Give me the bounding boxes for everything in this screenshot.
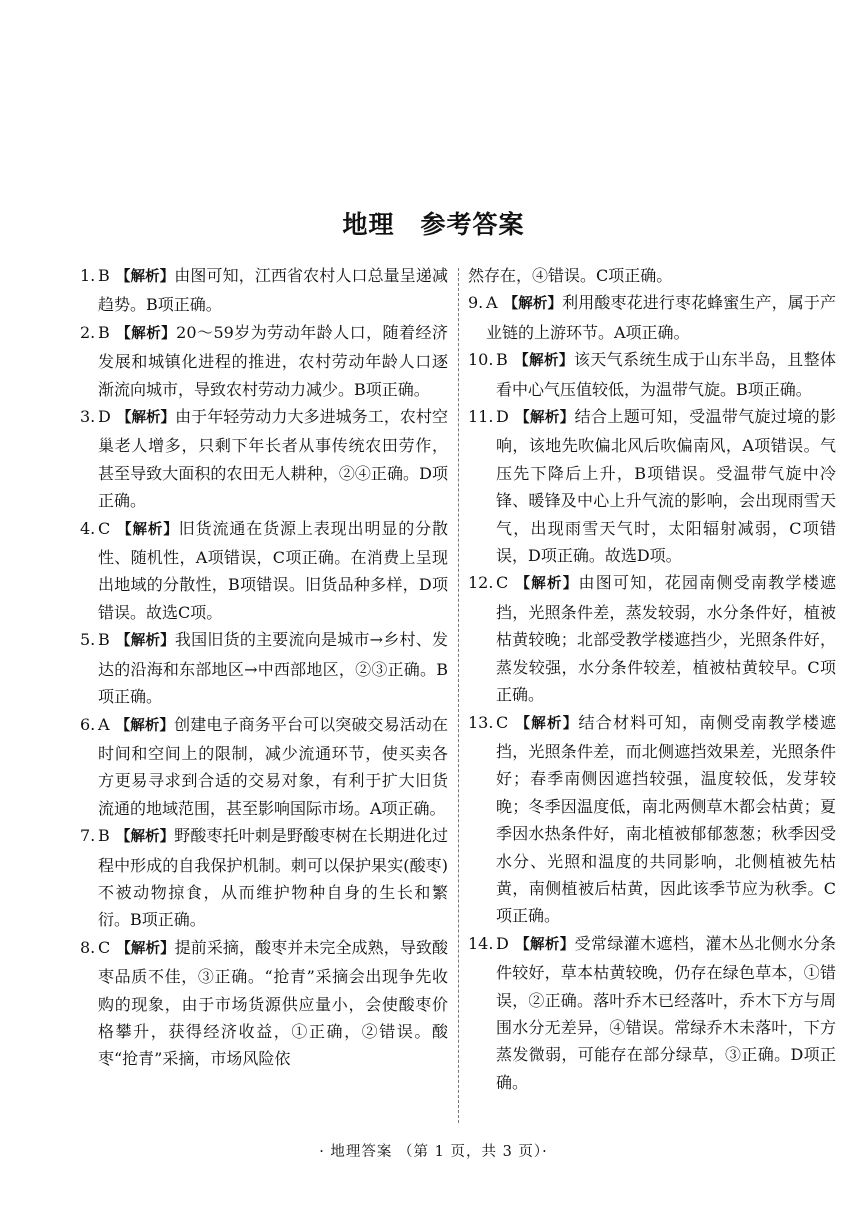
answer-item: [80, 934, 448, 1073]
analysis-text: 20～59岁为劳动年龄人口，随着经济发展和城镇化进程的推进，农村劳动年龄人口逐渐流向城市，导致农村劳动力减少。B项正确。: [98, 322, 448, 399]
question-number: 8.: [80, 937, 96, 957]
title-subject: 地理: [342, 210, 395, 239]
left-column: [80, 262, 448, 1073]
right-column: [468, 262, 836, 1096]
analysis-text: 野酸枣托叶刺是野酸枣树在长期进化过程中形成的自我保护机制。刺可以保护果实(酸枣)不被动物掠食，从而维护物种自身的生长和繁衍。B项正确。: [98, 826, 448, 930]
answer-item: [468, 403, 836, 569]
answer-item: [468, 930, 836, 1096]
analysis-text: 创建电子商务平台可以突破交易活动在时间和空间上的限制，减少流通环节，使买卖各方更易寻求到合适的交易对象，有利于扩大旧货流通的地域范围，甚至影响国际市场。A项正确。: [98, 714, 448, 818]
question-number: 2.: [80, 322, 96, 342]
analysis-tag: 【解析】: [116, 410, 176, 427]
analysis-text: 由图可知，花园南侧受南教学楼遮挡，光照条件差，蒸发较弱，水分条件好，植被枯黄较晚；北部受教学楼遮挡少，光照条件好，蒸发较强，水分条件较差，植被枯黄较早。C项正确。: [496, 573, 836, 705]
analysis-text: 我国旧货的主要流向是城市→乡村、发达的沿海和东部地区→中西部地区，②③正确。B项正确。: [98, 630, 448, 707]
question-number: 10.: [468, 350, 494, 370]
answer-letter: C: [496, 712, 509, 732]
analysis-text: 由于年轻劳动力大多进城务工，农村空巢老人增多，只剩下年长者从事传统农田劳作，甚至导致大面积的农田无人耕种，②④正确。D项正确。: [98, 407, 448, 511]
answer-item: [80, 626, 448, 710]
question-number: 13.: [468, 712, 494, 732]
analysis-tag: 【解析】: [116, 940, 175, 957]
analysis-text: 旧货流通在货源上表现出明显的分散性、随机性，A项错误，C项正确。在消费上呈现出地域的分散性，B项错误。旧货品种多样，D项错误。故选C项。: [98, 518, 448, 622]
answer-item: [468, 346, 836, 403]
column-divider: [458, 268, 459, 1123]
question-number: 14.: [468, 933, 494, 953]
answer-letter: A: [486, 293, 498, 313]
question-number: 4.: [80, 518, 96, 538]
question-number: 12.: [468, 573, 494, 593]
answer-letter: D: [98, 407, 111, 427]
page-footer: · 地理答案 （第 1 页，共 3 页）·: [319, 1144, 548, 1160]
answer-item: [468, 289, 836, 346]
analysis-tag: 【解析】: [514, 936, 575, 953]
analysis-tag: 【解析】: [115, 269, 175, 285]
analysis-text: 由图可知，江西省农村人口总量呈递减趋势。B项正确。: [98, 266, 448, 315]
question-number: 7.: [80, 826, 96, 846]
answer-item: [468, 569, 836, 708]
analysis-tag: 【解析】: [514, 410, 575, 427]
analysis-tag: 【解析】: [115, 633, 175, 650]
analysis-text: 利用酸枣花进行枣花蜂蜜生产，属于产业链的上游环节。A项正确。: [486, 293, 836, 342]
answer-item: [80, 515, 448, 627]
analysis-text: 结合上题可知，受温带气旋过境的影响，该地先吹偏北风后吹偏南风，A项错误。气压先下降后上升，B项错误。受温带气旋中冷锋、暖锋及中心上升气流的影响，会出现雨雪天气，出现雨雪天气时，太阳辐射减弱，C项错误，D项正确。故选D项。: [496, 407, 836, 566]
answer-letter: C: [496, 573, 509, 593]
answer-item: [80, 711, 448, 823]
answer-item: [80, 319, 448, 403]
question-number: 11.: [468, 407, 494, 427]
analysis-tag: 【解析】: [514, 576, 579, 593]
analysis-tag: 【解析】: [503, 296, 563, 313]
answer-item: [80, 822, 448, 934]
answer-item: [80, 262, 448, 319]
answer-item: [80, 403, 448, 515]
analysis-tag: 【解析】: [116, 521, 179, 538]
analysis-tag: 【解析】: [513, 353, 574, 370]
answer-letter: D: [496, 407, 509, 427]
question-number: 3.: [80, 407, 96, 427]
continued-text: 然存在，④错误。C项正确。: [468, 266, 673, 285]
answer-letter: B: [98, 826, 110, 846]
answer-letter: B: [98, 630, 110, 650]
answer-letter: C: [98, 937, 111, 957]
answer-letter: B: [98, 322, 110, 342]
answer-letter: B: [496, 350, 508, 370]
analysis-tag: 【解析】: [514, 715, 579, 732]
analysis-tag: 【解析】: [115, 829, 175, 846]
question-number: 1.: [80, 266, 96, 285]
answer-letter: C: [98, 518, 111, 538]
analysis-tag: 【解析】: [115, 325, 177, 342]
title-answer-key: 参考答案: [420, 210, 525, 239]
question-number: 9.: [468, 293, 484, 313]
question-number: 6.: [80, 714, 96, 734]
analysis-text: 结合材料可知，南侧受南教学楼遮挡，光照条件差，而北侧遮挡效果差，光照条件好；春季南侧因遮挡较强，温度较低，发芽较晚；冬季因温度低，南北两侧草木都会枯黄；夏季因水热条件好，南北植被郁郁葱葱；秋季因受水分、光照和温度的共同影响，北侧植被先枯黄，南侧植被后枯黄，因此该季节应为秋季。C项正确。: [496, 712, 836, 926]
page-title: [0, 205, 867, 241]
answer-letter: A: [98, 714, 110, 734]
question-number: 5.: [80, 630, 96, 650]
answer-item: [468, 709, 836, 930]
analysis-text: 提前采摘，酸枣并未完全成熟，导致酸枣品质不佳，③正确。“抢青”采摘会出现争先收购的现象，由于市场货源供应量小，会使酸枣价格攀升，获得经济收益，①正确，②错误。酸枣“抢青”采摘，市场风险依: [98, 937, 448, 1069]
answer-letter: B: [98, 266, 110, 285]
answer-letter: D: [496, 933, 509, 953]
analysis-tag: 【解析】: [115, 717, 175, 734]
analysis-text: 该天气系统生成于山东半岛，且整体看中心气压值较低，为温带气旋。B项正确。: [496, 350, 836, 399]
analysis-text: 受常绿灌木遮档，灌木丛北侧水分条件较好，草本枯黄较晚，仍存在绿色草本，①错误，②正确。落叶乔木已经落叶，乔木下方与周围水分无差异，④错误。常绿乔木未落叶，下方蒸发微弱，可能存在部分绿草，③正确。D项正确。: [496, 933, 836, 1092]
